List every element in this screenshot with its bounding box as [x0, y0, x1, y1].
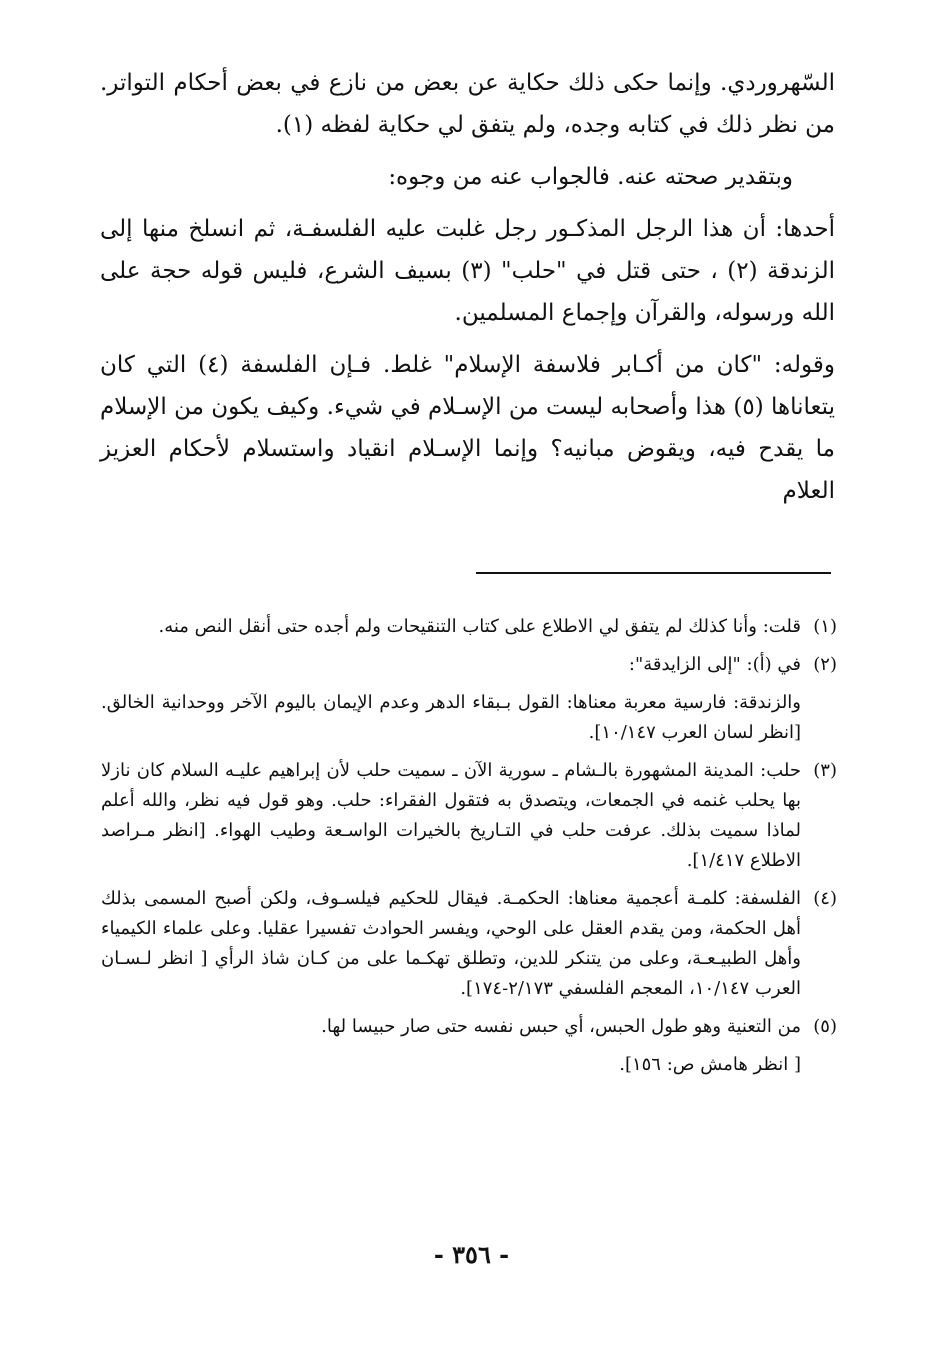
footnote-text: قلت: وأنا كذلك لم يتفق لي الاطلاع على كتاب التنقيحات ولم أجده حتى أنقل النص منه.: [158, 616, 801, 637]
footnote-2-continuation: والزندقة: فارسية معربة معناها: القول بـبقاء الدهر وعدم الإيمان باليوم الآخر ووحدانية الخالق. [انظر لسان العرب ١٠/١٤٧].: [101, 692, 801, 743]
paragraph-4: وقوله: "كان من أكـابر فلاسفة الإسلام" غلط. فـإن الفلسفة (٤) التي كان يتعاناها (٥) هذا وأصحابه ليست من الإسـلام في شيء. وكيف يكون من الإسلام ما يقدح فيه، ويقوض مبانيه؟ وإنما الإسـلام انقياد واستسلام لأحكام العزيز العلام: [100, 352, 835, 504]
footnote-2: [101, 650, 837, 680]
footnote-5: [101, 1012, 837, 1042]
main-text: [100, 62, 835, 522]
footnote-number: (٥): [813, 1016, 837, 1037]
footnote-1: [101, 612, 837, 642]
footnote-number: (١): [813, 616, 837, 637]
footnote-5-continuation: [ انظر هامش ص: ١٥٦].: [619, 1054, 801, 1075]
footnote-text: الفلسفة: كلمـة أعجمية معناها: الحكمـة. فيقال للحكيم فيلسـوف، ولكن أصبح المسمى بذلك أهل الحكمة، ومن يقدم العقل على الوحي، ويفسر الحوادث تفسيرا عقليا. وعلى علماء الكيمياء وأهل الطبيـعـة، وعلى من يتنكر للدين، وتطلق تهكـما على من كـان شاذ الرأي [ انظر لـسـان العرب ١٠/١٤٧، المعجم الفلسفي ٢/١٧٣-١٧٤].: [101, 888, 801, 999]
footnote-4: [101, 884, 837, 1004]
footnote-number: (٣): [813, 760, 837, 781]
footnote-text: في (أ): "إلى الزايدقة":: [628, 654, 801, 675]
page-number: - ٣٥٦ -: [433, 1240, 510, 1269]
footnote-number: (٢): [813, 654, 837, 675]
paragraph-2: وبتقدير صحته عنه. فالجواب عنه من وجوه:: [388, 164, 793, 190]
footnote-text: حلب: المدينة المشهورة بالـشام ـ سورية الآن ـ سميت حلب لأن إبراهيم عليـه السلام كان نازلا بها يحلب غنمه في الجمعات، ويتصدق به فتقول الفقراء: حلب. وهو قول فيه نظر، والله أعلم لماذا سميت بذلك. عرفت حلب في التـاريخ بالخيرات الواسـعة وطيب الهواء. [انظر مـراصد الاطلاع ١/٤١٧].: [101, 760, 801, 871]
footnote-text: من التعنية وهو طول الحبس، أي حبس نفسه حتى صار حبيسا لها.: [321, 1016, 801, 1037]
footnotes: [101, 612, 837, 1088]
paragraph-3: أحدها: أن هذا الرجل المذكـور رجل غلبت عليه الفلسفـة، ثم انسلخ منها إلى الزندقة (٢) ، حتى قتل في "حلب" (٣) بسيف الشرع، فليس قوله حجة على الله ورسوله، والقرآن وإجماع المسلمين.: [100, 216, 835, 326]
paragraph-1: السّهروردي. وإنما حكى ذلك حكاية عن بعض من نازع في بعض أحكام التواتر. من نظر ذلك في كتابه وجده، ولم يتفق لي حكاية لفظه (١).: [100, 70, 835, 138]
footnote-number: (٤): [813, 888, 837, 909]
footnote-separator: [476, 572, 831, 574]
footnote-3: [101, 756, 837, 876]
